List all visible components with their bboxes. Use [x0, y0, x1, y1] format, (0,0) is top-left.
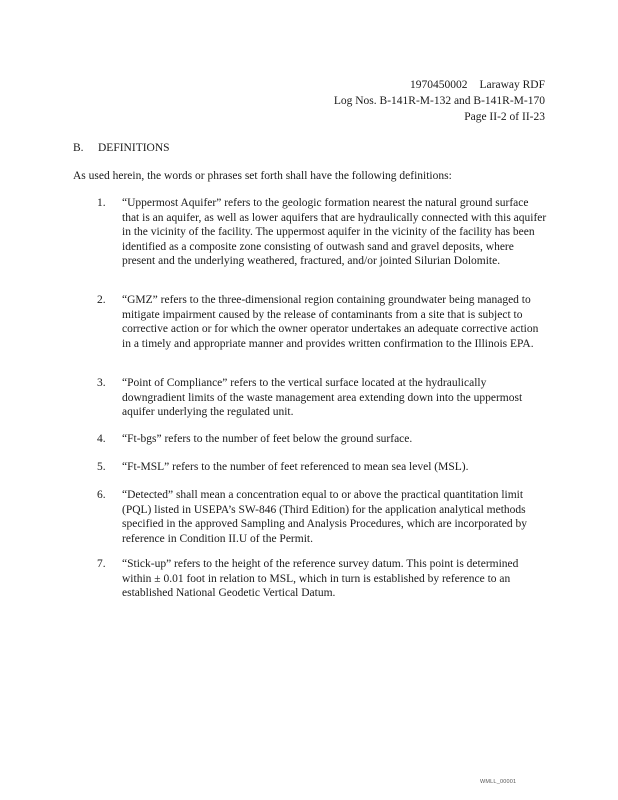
definition-text: “Point of Compliance” refers to the vertical surface located at the hydraulically downgradient limits of the waste management area extending down into the uppermost aquifer underlying the regulated unit. — [122, 377, 523, 419]
page-number: Page II-2 of II-23 — [464, 111, 545, 123]
definition-text: “Stick-up” refers to the height of the reference survey datum. This point is determined within ± 0.01 foot in relation to MSL, which in turn is established by reference to an established National Geodetic Vertical Datum. — [122, 558, 519, 600]
permit-header-line — [410, 77, 545, 93]
definition-text: “Detected” shall mean a concentration equal to or above the practical quantitation limit (PQL) listed in USEPA’s SW-846 (Third Edition) for the application analytical methods specified in the approved Sampling and Analysis Procedures, which are incorporated by reference in Condition II.U of the Permit. — [122, 489, 527, 545]
log-numbers: Log Nos. B-141R-M-132 and B-141R-M-170 — [333, 95, 545, 107]
permit-number: 1970450002 — [410, 79, 468, 91]
definition-item — [97, 376, 547, 420]
definition-text: “Ft-bgs” refers to the number of feet below the ground surface. — [122, 433, 413, 445]
definition-item — [97, 488, 547, 546]
definition-item — [97, 557, 547, 601]
definition-number: 4. — [97, 433, 106, 445]
section-heading — [73, 140, 170, 156]
definition-item — [97, 293, 547, 351]
definition-number: 6. — [97, 489, 106, 501]
facility-name: Laraway RDF — [479, 79, 545, 91]
section-letter: B. — [73, 142, 84, 154]
section-title: DEFINITIONS — [98, 142, 170, 154]
bates-stamp: WMLL_00001 — [480, 779, 517, 785]
definition-text: “Ft-MSL” refers to the number of feet referenced to mean sea level (MSL). — [122, 461, 469, 473]
definition-item — [97, 196, 547, 269]
definition-number: 5. — [97, 461, 106, 473]
definition-text: “Uppermost Aquifer” refers to the geologic formation nearest the natural ground surface that is an aquifer, as well as lower aquifers that are hydraulically connected with this aquifer in the vicinity of the facility. The uppermost aquifer in the vicinity of the facility has been identified as a composite zone consisting of outwash sand and gravel deposits, where present and the underlying weathered, fractured, and/or jointed Silurian Dolomite. — [122, 197, 547, 268]
definition-number: 7. — [97, 558, 106, 570]
definition-number: 2. — [97, 294, 106, 306]
definition-number: 3. — [97, 377, 106, 389]
definition-number: 1. — [97, 197, 106, 209]
definition-item — [97, 460, 547, 475]
definition-item — [97, 432, 547, 447]
definition-text: “GMZ” refers to the three-dimensional region containing groundwater being managed to mitigate impairment caused by the release of contaminants from a site that is subject to corrective action or for which the owner operator undertakes an adequate corrective action in a timely and appropriate manner and provides written confirmation to the Illinois EPA. — [122, 294, 539, 350]
intro-paragraph: As used herein, the words or phrases set forth shall have the following definitions: — [73, 170, 452, 182]
